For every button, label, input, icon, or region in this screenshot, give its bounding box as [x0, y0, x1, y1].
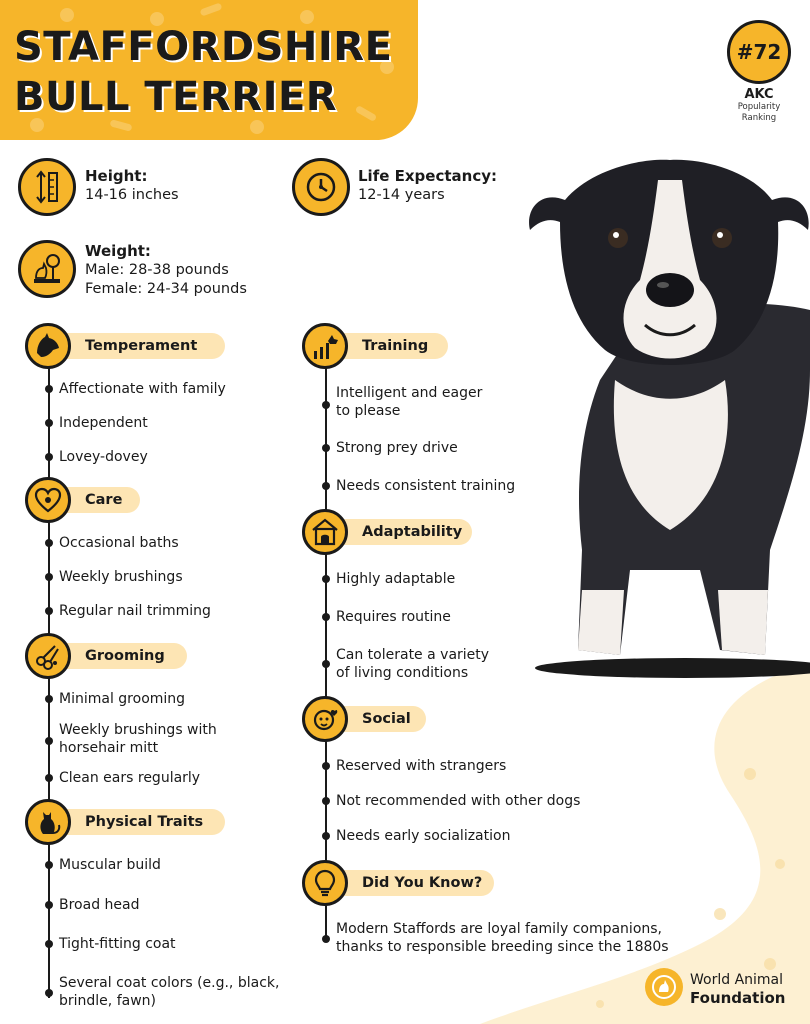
bullet-dot — [322, 660, 330, 668]
section-care-title: Care — [85, 492, 123, 508]
page-title-line1: STAFFORDSHIRE — [14, 24, 393, 70]
list-item: Tight-fitting coat — [59, 936, 176, 952]
bullet-dot — [45, 901, 53, 909]
ruler-icon — [18, 158, 76, 216]
list-item: Not recommended with other dogs — [336, 793, 581, 809]
dog-illustration — [520, 150, 810, 680]
weight-label: Weight: — [85, 242, 151, 260]
section-training-title: Training — [362, 338, 429, 354]
section-temperament-header — [45, 333, 225, 359]
clock-icon — [292, 158, 350, 216]
bullet-dot — [322, 935, 330, 943]
bullet-dot — [45, 774, 53, 782]
section-adaptability-title: Adaptability — [362, 524, 463, 540]
list-item: Lovey-dovey — [59, 449, 148, 465]
bullet-dot — [45, 737, 53, 745]
section-temperament-title: Temperament — [85, 338, 198, 354]
list-item-continued: thanks to responsible breeding since the 1880s — [336, 939, 669, 955]
sitting-cat-icon — [25, 799, 71, 845]
list-item: Needs early socialization — [336, 828, 511, 844]
list-item: Weekly brushings — [59, 569, 183, 585]
list-item: Weekly brushings with — [59, 722, 217, 738]
bullet-dot — [45, 940, 53, 948]
list-item-continued: of living conditions — [336, 665, 469, 681]
foundation-logo-line2: Foundation — [690, 989, 786, 1007]
list-item: Occasional baths — [59, 535, 179, 551]
weight-female: Female: 24-34 pounds — [85, 281, 247, 297]
height-label: Height: — [85, 167, 148, 185]
list-item: Modern Staffords are loyal family companions, — [336, 921, 663, 937]
bullet-dot — [322, 762, 330, 770]
section-grooming-title: Grooming — [85, 648, 165, 664]
ranking-org: AKC — [744, 87, 774, 102]
list-item: Needs consistent training — [336, 478, 516, 494]
bullet-dot — [45, 419, 53, 427]
dog-heart-icon — [302, 696, 348, 742]
page-title-line2: BULL TERRIER — [14, 74, 338, 120]
decorative-wave — [480, 664, 810, 1024]
agility-dog-icon — [302, 323, 348, 369]
section-physical-traits-header — [45, 809, 225, 835]
list-item: Regular nail trimming — [59, 603, 211, 619]
list-item: Intelligent and eager — [336, 385, 483, 401]
dog-house-icon — [302, 509, 348, 555]
dog-head-icon — [25, 323, 71, 369]
section-did-you-know-title: Did You Know? — [362, 875, 483, 891]
heart-paw-icon — [25, 477, 71, 523]
bullet-dot — [45, 539, 53, 547]
list-item-continued: horsehair mitt — [59, 740, 159, 756]
weight-male: Male: 28-38 pounds — [85, 262, 229, 278]
bullet-dot — [322, 482, 330, 490]
list-item-continued: brindle, fawn) — [59, 993, 156, 1009]
bullet-dot — [322, 575, 330, 583]
foundation-logo-icon — [645, 968, 683, 1006]
bullet-dot — [45, 695, 53, 703]
section-social-title: Social — [362, 711, 411, 727]
bullet-dot — [45, 385, 53, 393]
bullet-dot — [322, 832, 330, 840]
right-timeline-line — [325, 350, 327, 940]
life-expectancy-value: 12-14 years — [358, 187, 445, 203]
list-item: Affectionate with family — [59, 381, 226, 397]
bullet-dot — [45, 453, 53, 461]
list-item-continued: to please — [336, 403, 401, 419]
bullet-dot — [45, 861, 53, 869]
list-item: Muscular build — [59, 857, 161, 873]
list-item: Strong prey drive — [336, 440, 458, 456]
list-item: Independent — [59, 415, 148, 431]
bullet-dot — [322, 797, 330, 805]
title-banner — [0, 0, 418, 140]
lightbulb-icon — [302, 860, 348, 906]
foundation-logo-line1: World Animal — [690, 972, 784, 988]
grooming-tools-icon — [25, 633, 71, 679]
ranking-caption-line2: Ranking — [741, 113, 777, 123]
section-physical-traits-title: Physical Traits — [85, 814, 204, 830]
bullet-dot — [322, 613, 330, 621]
list-item: Can tolerate a variety — [336, 647, 490, 663]
list-item: Several coat colors (e.g., black, — [59, 975, 280, 991]
bullet-dot — [45, 573, 53, 581]
bullet-dot — [45, 607, 53, 615]
bullet-dot — [322, 444, 330, 452]
list-item: Requires routine — [336, 609, 451, 625]
ranking-caption-line1: Popularity — [737, 102, 781, 112]
bullet-dot — [45, 989, 53, 997]
list-item: Broad head — [59, 897, 140, 913]
list-item: Reserved with strangers — [336, 758, 507, 774]
life-expectancy-label: Life Expectancy: — [358, 167, 497, 185]
list-item: Minimal grooming — [59, 691, 186, 707]
height-value: 14-16 inches — [85, 187, 179, 203]
list-item: Highly adaptable — [336, 571, 456, 587]
bullet-dot — [322, 401, 330, 409]
list-item: Clean ears regularly — [59, 770, 201, 786]
ranking-badge: #72 — [727, 20, 791, 84]
ranking-caption — [709, 102, 809, 124]
scale-icon — [18, 240, 76, 298]
